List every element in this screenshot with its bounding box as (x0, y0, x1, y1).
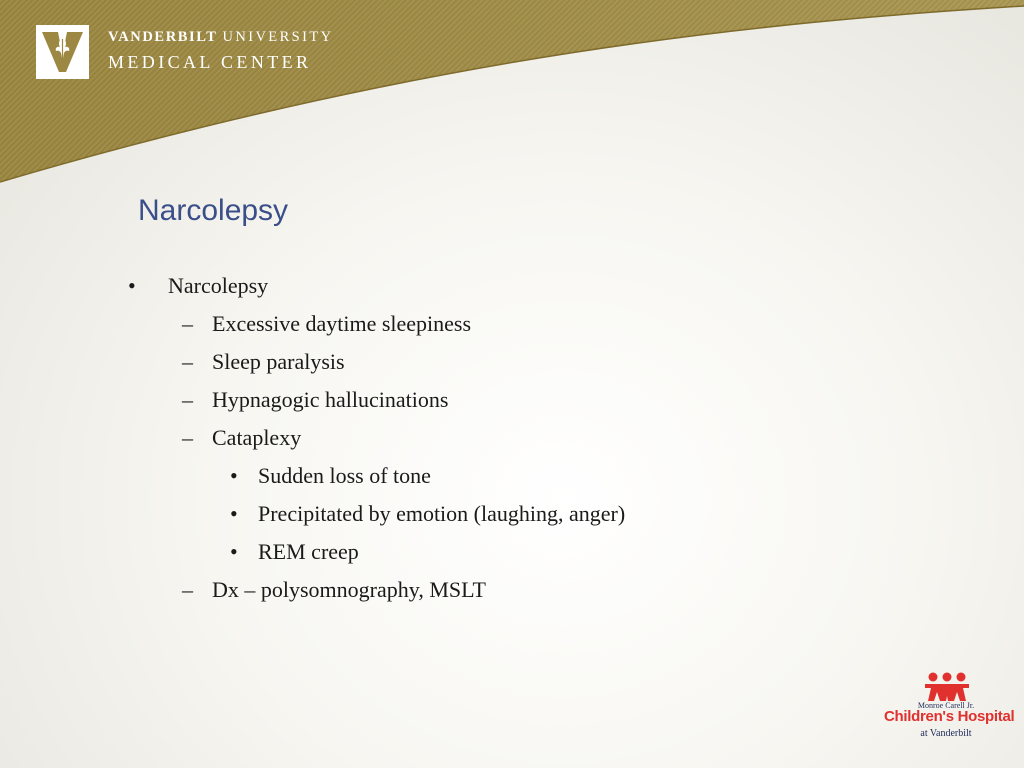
list-item (182, 572, 486, 608)
medical-center-name: MEDICAL CENTER (108, 52, 312, 72)
dash-marker: – (182, 425, 193, 450)
children-figures-icon (924, 672, 970, 702)
oak-leaf-v-icon (36, 25, 89, 79)
university-light: UNIVERSITY (222, 29, 334, 45)
list-item (230, 458, 431, 494)
dash-marker: – (182, 311, 193, 336)
bullet-marker: • (128, 273, 136, 298)
list-item (230, 496, 626, 532)
university-name (108, 28, 333, 46)
list-item-text: Narcolepsy (168, 273, 269, 298)
university-bold: VANDERBILT (108, 29, 218, 45)
vanderbilt-logo (36, 25, 89, 79)
list-item-text: REM creep (258, 539, 359, 564)
list-item (182, 420, 302, 456)
list-item-text: Sleep paralysis (212, 349, 345, 374)
list-item-text: Hypnagogic hallucinations (212, 387, 449, 412)
list-item (128, 268, 269, 304)
kids-name-text: Children's Hospital (884, 708, 1015, 725)
list-item-text: Sudden loss of tone (258, 463, 431, 488)
institution-name (108, 28, 333, 75)
kids-hospital-name (884, 708, 1015, 725)
kids-line3: at Vanderbilt (920, 728, 972, 739)
kids-line1: Monroe Carell Jr. (917, 701, 975, 710)
list-item-text: Cataplexy (212, 425, 302, 450)
list-item (230, 534, 359, 570)
list-item (182, 344, 345, 380)
list-item-text: Dx – polysomnography, MSLT (212, 577, 486, 602)
list-item (182, 306, 472, 342)
bullet-marker: • (230, 463, 238, 488)
bullet-marker: • (230, 539, 238, 564)
childrens-hospital-logo (884, 672, 1015, 750)
dash-marker: – (182, 387, 193, 412)
bullet-marker: • (230, 501, 238, 526)
list-item-text: Precipitated by emotion (laughing, anger) (258, 501, 626, 526)
slide-title: Narcolepsy (138, 194, 289, 227)
dash-marker: – (182, 349, 193, 374)
dash-marker: – (182, 577, 193, 602)
list-item-text: Excessive daytime sleepiness (212, 311, 472, 336)
list-item (182, 382, 449, 418)
